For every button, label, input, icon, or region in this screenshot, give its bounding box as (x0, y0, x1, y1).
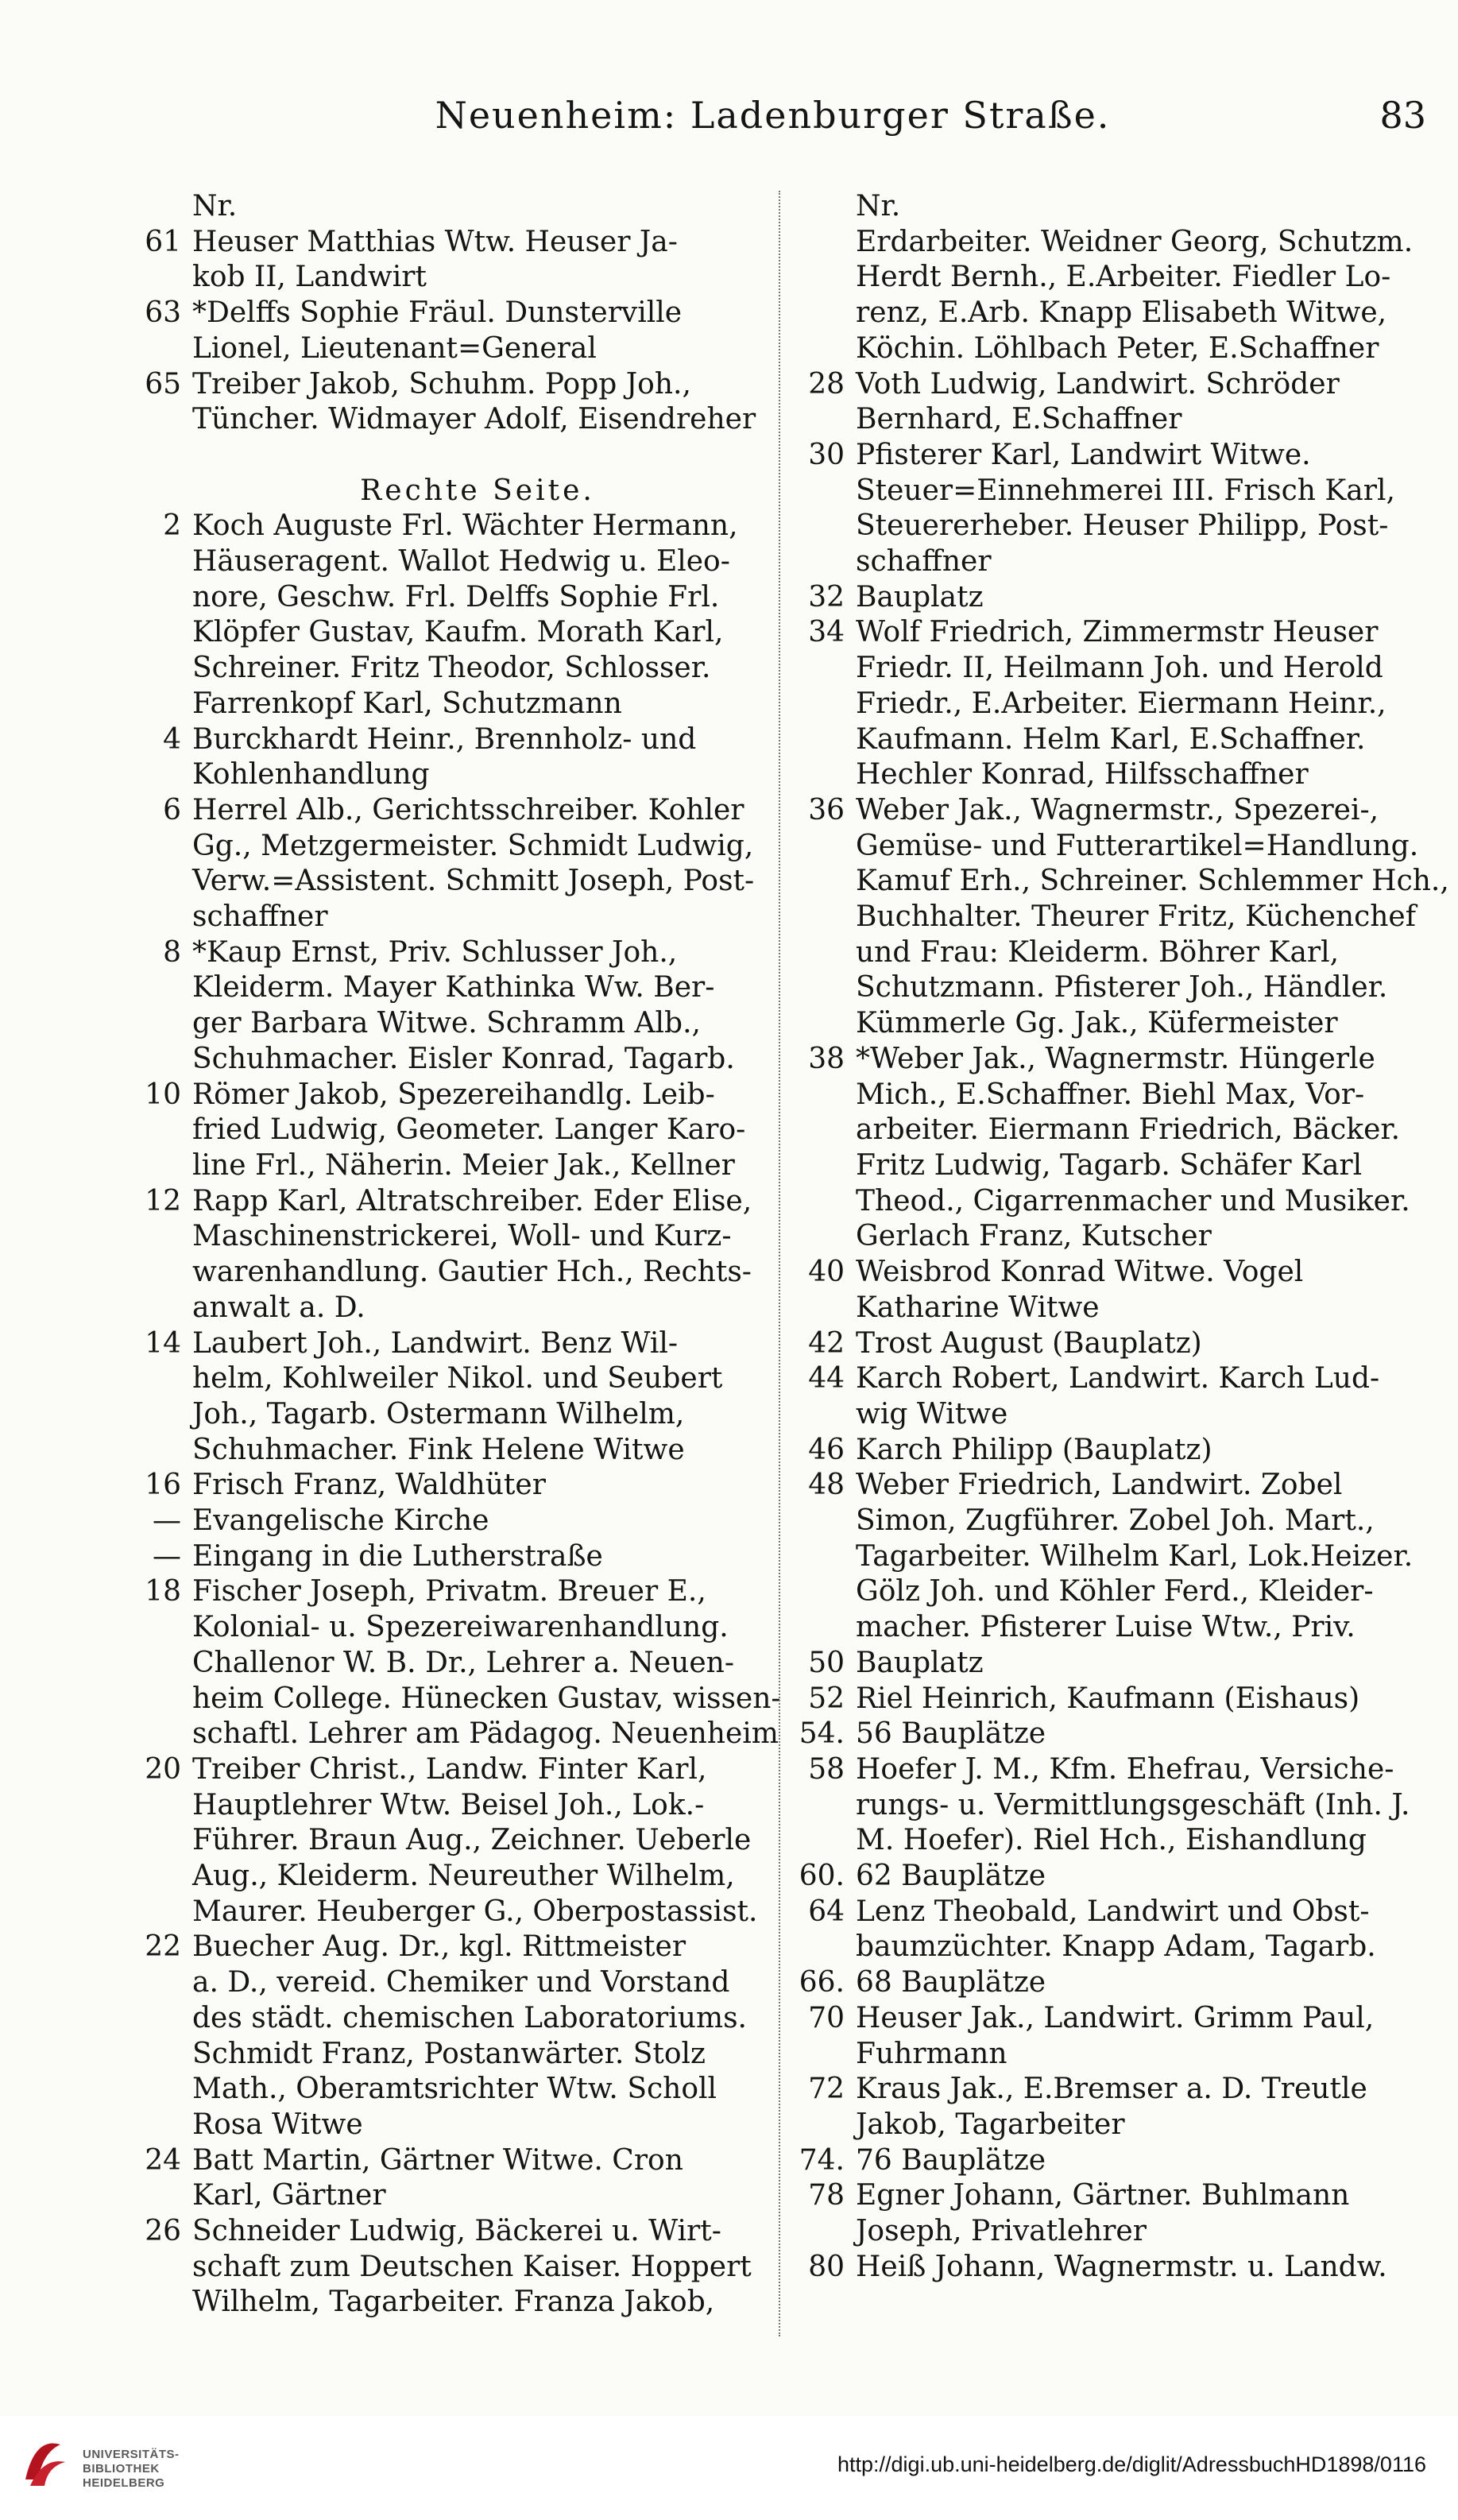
directory-line (791, 1326, 1426, 1362)
entry-text: Math., Oberamtsrichter Wtw. Scholl (192, 2073, 717, 2106)
directory-line (791, 1610, 1426, 1646)
directory-line (127, 2001, 763, 2037)
entry-text: Gemüse- und Futterartikel=Handlung. (856, 829, 1419, 862)
directory-line (127, 402, 763, 438)
entry-text: Joh., Tagarb. Ostermann Wilhelm, (192, 1397, 685, 1430)
entry-text: Kaufmann. Helm Karl, E.Schaffner. (856, 722, 1366, 756)
directory-line (127, 970, 763, 1006)
directory-line (791, 367, 1426, 403)
entry-text: Fritz Ludwig, Tagarb. Schäfer Karl (856, 1148, 1363, 1182)
entry-text: Schreiner. Fritz Theodor, Schlosser. (192, 652, 711, 685)
directory-line (127, 1717, 779, 1752)
library-name-line: HEIDELBERG (83, 2476, 165, 2490)
directory-line (791, 864, 1449, 900)
directory-line (127, 1574, 763, 1610)
entry-text: *Weber Jak., Wagnermstr. Hüngerle (856, 1042, 1375, 1075)
house-number: 50 (808, 1646, 845, 1679)
entry-text: *Kaup Ernst, Priv. Schlusser Joh., (192, 935, 678, 969)
house-number: 4 (163, 722, 181, 756)
entry-text: Bauplatz (856, 1646, 984, 1679)
directory-line (791, 1184, 1426, 1220)
entry-text: Steuererheber. Heuser Philipp, Post- (856, 509, 1389, 543)
directory-line (127, 829, 763, 865)
directory-line (791, 1006, 1426, 1042)
house-number: 65 (145, 367, 181, 401)
entry-text: Rosa Witwe (192, 2108, 363, 2141)
entry-text: schaftl. Lehrer am Pädagog. Neuenheim (192, 1717, 779, 1751)
directory-line (791, 1219, 1426, 1255)
house-number: 48 (808, 1469, 845, 1502)
entry-text: Schuhmacher. Fink Helene Witwe (192, 1433, 685, 1466)
entry-text: Schmidt Franz, Postanwärter. Stolz (192, 2037, 706, 2070)
directory-line (791, 260, 1426, 296)
entry-text: Fischer Joseph, Privatm. Breuer E., (192, 1575, 706, 1608)
directory-line (791, 651, 1426, 687)
directory-line (791, 189, 1426, 225)
directory-line (127, 1930, 763, 1965)
house-number: 60. (799, 1860, 845, 1893)
directory-line (127, 1078, 763, 1113)
entry-text: Weisbrod Konrad Witwe. Vogel (856, 1256, 1304, 1289)
entry-text: Treiber Christ., Landw. Finter Karl, (192, 1752, 707, 1786)
entry-text: Gg., Metzgermeister. Schmidt Ludwig, (192, 829, 754, 862)
directory-line (791, 615, 1426, 651)
entry-text: Burckhardt Heinr., Brennholz- und (192, 722, 697, 756)
directory-line (791, 970, 1426, 1006)
entry-text: Laubert Joh., Landwirt. Benz Wil- (192, 1326, 679, 1360)
directory-line (791, 509, 1426, 544)
house-number: 58 (808, 1752, 845, 1786)
house-number: 12 (145, 1184, 181, 1217)
entry-text: Egner Johann, Gärtner. Buhlmann (856, 2179, 1350, 2212)
directory-line (791, 900, 1426, 935)
library-name (83, 2448, 180, 2491)
entry-text: Buecher Aug. Dr., kgl. Rittmeister (192, 1930, 686, 1964)
house-number: 64 (808, 1895, 845, 1928)
directory-line (127, 1184, 763, 1220)
directory-line (127, 615, 763, 651)
entry-text: Pfisterer Karl, Landwirt Witwe. (856, 438, 1311, 471)
directory-line (791, 1788, 1426, 1824)
directory-line (791, 935, 1426, 971)
entry-text: Gölz Joh. und Köhler Ferd., Kleider- (856, 1575, 1374, 1608)
entry-text: nore, Geschw. Frl. Delffs Sophie Frl. (192, 580, 720, 614)
directory-line (127, 2285, 763, 2321)
entry-text: schaffner (192, 900, 328, 934)
directory-line (791, 1113, 1426, 1148)
entry-text: Buchhalter. Theurer Fritz, Küchenchef (856, 900, 1417, 934)
directory-line (791, 1717, 1426, 1752)
directory-line (127, 509, 763, 544)
entry-text: und Frau: Kleiderm. Böhrer Karl, (856, 935, 1340, 969)
source-url-link[interactable]: http://digi.ub.uni-heidelberg.de/diglit/AdressbuchHD1898/0116 (837, 2452, 1426, 2476)
directory-line (791, 1504, 1426, 1539)
house-number: 42 (808, 1326, 845, 1360)
directory-line (791, 2143, 1426, 2179)
directory-line (127, 1219, 763, 1255)
entry-text: Kraus Jak., E.Bremser a. D. Treutle (856, 2073, 1367, 2106)
directory-line (791, 1682, 1426, 1717)
entry-text: Häuseragent. Wallot Hedwig u. Eleo- (192, 545, 730, 579)
entry-text: 76 Bauplätze (856, 2143, 1046, 2177)
directory-line (127, 1895, 763, 1930)
entry-text: Tüncher. Widmayer Adolf, Eisendreher (192, 403, 756, 436)
entry-text: Eingang in die Lutherstraße (192, 1539, 603, 1573)
directory-line (127, 1788, 763, 1824)
entry-text: Schutzmann. Pfisterer Joh., Händler. (856, 971, 1388, 1005)
directory-line (791, 2250, 1426, 2286)
entry-text: Batt Martin, Gärtner Witwe. Cron (192, 2143, 683, 2177)
directory-line (791, 1291, 1426, 1326)
directory-line (127, 757, 763, 793)
directory-line (127, 1113, 763, 1148)
entry-text: Frisch Franz, Waldhüter (192, 1469, 546, 1502)
directory-line (127, 367, 763, 403)
directory-line (791, 1895, 1426, 1930)
entry-text: Simon, Zugführer. Zobel Joh. Mart., (856, 1504, 1375, 1538)
entry-text: *Delffs Sophie Fräul. Dunsterville (192, 296, 683, 330)
entry-text: Nr. (856, 190, 901, 223)
entry-text: Evangelische Kirche (192, 1504, 489, 1538)
library-emblem-icon (19, 2430, 70, 2494)
directory-line (791, 687, 1426, 722)
house-number: 54. (799, 1717, 845, 1751)
directory-line (127, 580, 763, 616)
entry-text: Riel Heinrich, Kaufmann (Eishaus) (856, 1682, 1360, 1715)
entry-text: Friedr. II, Heilmann Joh. und Herold (856, 652, 1383, 685)
entry-text: line Frl., Näherin. Meier Jak., Kellner (192, 1148, 735, 1182)
directory-line (127, 793, 763, 829)
entry-text: Herrel Alb., Gerichtsschreiber. Kohler (192, 793, 744, 826)
entry-text: Köchin. Löhlbach Peter, E.Schaffner (856, 331, 1379, 365)
directory-line (127, 1646, 763, 1682)
house-number: 66. (799, 1966, 845, 1999)
house-number: — (153, 1504, 181, 1538)
entry-text: anwalt a. D. (192, 1291, 365, 1324)
directory-line (127, 1539, 763, 1575)
house-number: 26 (145, 2215, 181, 2248)
house-number: 16 (145, 1469, 181, 1502)
entry-text: wig Witwe (856, 1397, 1008, 1430)
directory-line (791, 1255, 1426, 1291)
directory-line (791, 1148, 1426, 1184)
column-divider (779, 191, 780, 2336)
entry-text: Erdarbeiter. Weidner Georg, Schutzm. (856, 225, 1414, 258)
house-number: 24 (145, 2143, 181, 2177)
left-column (127, 189, 781, 2321)
directory-line (127, 260, 763, 296)
entry-text: Kümmerle Gg. Jak., Küfermeister (856, 1007, 1338, 1040)
directory-line (791, 1859, 1426, 1895)
entry-text: Karl, Gärtner (192, 2179, 386, 2212)
entry-text: Challenor W. B. Dr., Lehrer a. Neuen- (192, 1646, 734, 1679)
directory-line (127, 2143, 763, 2179)
entry-text: Kleiderm. Mayer Kathinka Ww. Ber- (192, 971, 715, 1005)
entry-text: Jakob, Tagarbeiter (856, 2108, 1125, 2141)
entry-text: baumzüchter. Knapp Adam, Tagarb. (856, 1930, 1376, 1964)
house-number: 28 (808, 367, 845, 401)
entry-text: Koch Auguste Frl. Wächter Hermann, (192, 509, 738, 543)
house-number: 32 (808, 580, 845, 614)
entry-text: Steuer=Einnehmerei III. Frisch Karl, (856, 474, 1395, 507)
entry-text: 68 Bauplätze (856, 1966, 1046, 1999)
directory-line (127, 2178, 763, 2214)
footer-bar (0, 2416, 1458, 2520)
directory-line (791, 1930, 1426, 1965)
house-number: 18 (145, 1575, 181, 1608)
entry-text: Heiß Johann, Wagnermstr. u. Landw. (856, 2250, 1387, 2283)
entry-text: Bauplatz (856, 580, 984, 614)
entry-text: 56 Bauplätze (856, 1717, 1046, 1751)
entry-text (192, 438, 763, 474)
entry-text: warenhandlung. Gautier Hch., Rechts- (192, 1256, 752, 1289)
house-number: 2 (163, 509, 181, 543)
page-number: 83 (1379, 94, 1426, 137)
entry-text: Karch Robert, Landwirt. Karch Lud- (856, 1362, 1380, 1395)
directory-line (791, 1042, 1426, 1078)
entry-text: Voth Ludwig, Landwirt. Schröder (856, 367, 1340, 401)
directory-line (127, 1042, 763, 1078)
directory-line (791, 1965, 1426, 2001)
directory-line (791, 1752, 1426, 1788)
entry-text: Wilhelm, Tagarbeiter. Franza Jakob, (192, 2286, 715, 2319)
entry-text: Rechte Seite. (360, 474, 595, 507)
house-number: — (153, 1539, 181, 1573)
entry-text: Treiber Jakob, Schuhm. Popp Joh., (192, 367, 691, 401)
directory-line (791, 2108, 1426, 2143)
directory-line (127, 864, 763, 900)
entry-text: Kamuf Erh., Schreiner. Schlemmer Hch., (856, 865, 1449, 898)
entry-text: Maschinenstrickerei, Woll- und Kurz- (192, 1220, 732, 1253)
directory-line (127, 2037, 763, 2073)
directory-line (127, 1433, 763, 1469)
directory-line (791, 722, 1426, 758)
entry-text: Hoefer J. M., Kfm. Ehefrau, Versiche- (856, 1752, 1394, 1786)
entry-text: Mich., E.Schaffner. Biehl Max, Vor- (856, 1078, 1365, 1111)
house-number: 14 (145, 1326, 181, 1360)
house-number: 80 (808, 2250, 845, 2283)
directory-line (791, 1433, 1426, 1469)
entry-text: Weber Jak., Wagnermstr., Spezerei-, (856, 793, 1379, 826)
directory-line (791, 829, 1426, 865)
directory-line (127, 296, 763, 331)
entry-text: des städt. chemischen Laboratoriums. (192, 2001, 747, 2034)
directory-line (127, 1752, 763, 1788)
entry-text: Klöpfer Gustav, Kaufm. Morath Karl, (192, 616, 724, 649)
house-number: 30 (808, 438, 845, 471)
directory-line (127, 1006, 763, 1042)
directory-line (791, 1361, 1426, 1397)
directory-line (127, 2072, 763, 2108)
directory-line (127, 687, 763, 722)
directory-line (791, 2072, 1426, 2108)
directory-line (791, 1539, 1426, 1575)
entry-text: Friedr., E.Arbeiter. Eiermann Heinr., (856, 687, 1386, 720)
directory-line (127, 1610, 763, 1646)
house-number: 44 (808, 1362, 845, 1395)
directory-line (127, 1326, 763, 1362)
directory-line (791, 2037, 1426, 2073)
entry-text: Herdt Bernh., E.Arbeiter. Fiedler Lo- (856, 261, 1391, 294)
entry-text: schaft zum Deutschen Kaiser. Hoppert (192, 2250, 752, 2283)
directory-line (127, 1361, 763, 1397)
directory-line (791, 331, 1426, 367)
house-number: 52 (808, 1682, 845, 1715)
entry-text: Fuhrmann (856, 2037, 1007, 2070)
entry-text: heim College. Hünecken Gustav, wissen- (192, 1682, 781, 1715)
directory-line (791, 2214, 1426, 2250)
entry-text: schaffner (856, 545, 992, 579)
entry-text: fried Ludwig, Geometer. Langer Karo- (192, 1113, 746, 1147)
entry-text: 62 Bauplätze (856, 1860, 1046, 1893)
entry-text: Maurer. Heuberger G., Oberpostassist. (192, 1895, 758, 1928)
library-name-line: UNIVERSITÄTS- (83, 2448, 180, 2461)
directory-line (127, 1148, 763, 1184)
entry-text: Bernhard, E.Schaffner (856, 403, 1182, 436)
entry-text: Kohlenhandlung (192, 758, 430, 792)
house-number: 8 (163, 935, 181, 969)
entry-text: Verw.=Assistent. Schmitt Joseph, Post- (192, 865, 755, 898)
directory-line (127, 2108, 763, 2143)
house-number: 78 (808, 2179, 845, 2212)
directory-line (791, 1646, 1426, 1682)
directory-line (127, 900, 763, 935)
house-number: 61 (145, 225, 181, 258)
entry-text: Nr. (192, 190, 238, 223)
directory-line (791, 225, 1426, 261)
entry-text: Heuser Matthias Wtw. Heuser Ja- (192, 225, 678, 258)
entry-text: a. D., vereid. Chemiker und Vorstand (192, 1966, 730, 1999)
directory-line (791, 1468, 1426, 1504)
directory-line (127, 2214, 763, 2250)
entry-text: Aug., Kleiderm. Neureuther Wilhelm, (192, 1860, 735, 1893)
entry-text: Wolf Friedrich, Zimmermstr Heuser (856, 616, 1379, 649)
directory-line (791, 296, 1426, 331)
directory-line (127, 544, 763, 580)
entry-text: arbeiter. Eiermann Friedrich, Bäcker. (856, 1113, 1401, 1147)
section-heading (127, 474, 763, 509)
entry-text: renz, E.Arb. Knapp Elisabeth Witwe, (856, 296, 1387, 330)
directory-line (791, 544, 1426, 580)
entry-text: Karch Philipp (Bauplatz) (856, 1433, 1212, 1466)
directory-line (791, 793, 1426, 829)
page-header (119, 94, 1426, 149)
directory-line (127, 1823, 763, 1859)
entry-text: rungs- u. Vermittlungsgeschäft (Inh. J. (856, 1788, 1410, 1821)
entry-text: Gerlach Franz, Kutscher (856, 1220, 1212, 1253)
directory-line (791, 438, 1426, 474)
directory-line (791, 580, 1426, 616)
directory-line (791, 2001, 1426, 2037)
right-column (791, 189, 1449, 2285)
entry-text: Theod., Cigarrenmacher und Musiker. (856, 1184, 1410, 1217)
university-library-logo (19, 2430, 210, 2502)
entry-text: helm, Kohlweiler Nikol. und Seubert (192, 1362, 723, 1395)
entry-text: Kolonial- u. Spezereiwarenhandlung. (192, 1611, 729, 1644)
house-number: 20 (145, 1752, 181, 1786)
house-number: 10 (145, 1078, 181, 1111)
house-number: 22 (145, 1930, 181, 1964)
directory-line (127, 1468, 763, 1504)
house-number: 6 (163, 793, 181, 826)
house-number: 34 (808, 616, 845, 649)
directory-line (127, 722, 763, 758)
directory-line (127, 189, 763, 225)
directory-line (791, 1823, 1426, 1859)
entry-text: Hechler Konrad, Hilfsschaffner (856, 758, 1309, 792)
entry-text: macher. Pfisterer Luise Wtw., Priv. (856, 1611, 1356, 1644)
entry-text: Heuser Jak., Landwirt. Grimm Paul, (856, 2001, 1375, 2034)
directory-line (791, 1078, 1426, 1113)
page-title: Neuenheim: Ladenburger Straße. (435, 94, 1111, 137)
directory-line (127, 1682, 781, 1717)
directory-line (791, 1397, 1426, 1433)
entry-text: Farrenkopf Karl, Schutzmann (192, 687, 622, 720)
entry-text: Schneider Ludwig, Bäckerei u. Wirt- (192, 2215, 721, 2248)
house-number: 72 (808, 2073, 845, 2106)
directory-line (791, 402, 1426, 438)
entry-text: Hauptlehrer Wtw. Beisel Joh., Lok.- (192, 1788, 705, 1821)
directory-line (127, 651, 763, 687)
library-name-line: BIBLIOTHEK (83, 2462, 160, 2475)
entry-text: Katharine Witwe (856, 1291, 1100, 1324)
directory-line (127, 2250, 763, 2286)
house-number: 70 (808, 2001, 845, 2034)
directory-line (127, 1255, 763, 1291)
directory-line (127, 1859, 763, 1895)
entry-text: Trost August (Bauplatz) (856, 1326, 1202, 1360)
directory-line (127, 225, 763, 261)
house-number: 40 (808, 1256, 845, 1289)
directory-line (127, 935, 763, 971)
entry-text: Rapp Karl, Altratschreiber. Eder Elise, (192, 1184, 752, 1217)
directory-line (791, 2178, 1426, 2214)
directory-line (127, 1397, 763, 1433)
entry-text: M. Hoefer). Riel Hch., Eishandlung (856, 1824, 1367, 1857)
entry-text: Römer Jakob, Spezereihandlg. Leib- (192, 1078, 715, 1111)
directory-line (127, 1504, 763, 1539)
directory-line (791, 1574, 1426, 1610)
entry-text: ger Barbara Witwe. Schramm Alb., (192, 1007, 701, 1040)
house-number: 38 (808, 1042, 845, 1075)
house-number: 46 (808, 1433, 845, 1466)
directory-line (127, 331, 763, 367)
directory-line (791, 757, 1426, 793)
house-number: 63 (145, 296, 181, 330)
directory-line (127, 1965, 763, 2001)
entry-text: Lionel, Lieutenant=General (192, 331, 597, 365)
directory-line (127, 438, 763, 474)
entry-text: Führer. Braun Aug., Zeichner. Ueberle (192, 1824, 752, 1857)
entry-text: Joseph, Privatlehrer (856, 2215, 1147, 2248)
entry-text: Schuhmacher. Eisler Konrad, Tagarb. (192, 1042, 735, 1075)
directory-line (791, 474, 1426, 509)
entry-text: kob II, Landwirt (192, 261, 427, 294)
entry-text: Tagarbeiter. Wilhelm Karl, Lok.Heizer. (856, 1539, 1414, 1573)
house-number: 74. (799, 2143, 845, 2177)
entry-text: Weber Friedrich, Landwirt. Zobel (856, 1469, 1343, 1502)
entry-text: Lenz Theobald, Landwirt und Obst- (856, 1895, 1370, 1928)
directory-line (127, 1291, 763, 1326)
house-number: 36 (808, 793, 845, 826)
